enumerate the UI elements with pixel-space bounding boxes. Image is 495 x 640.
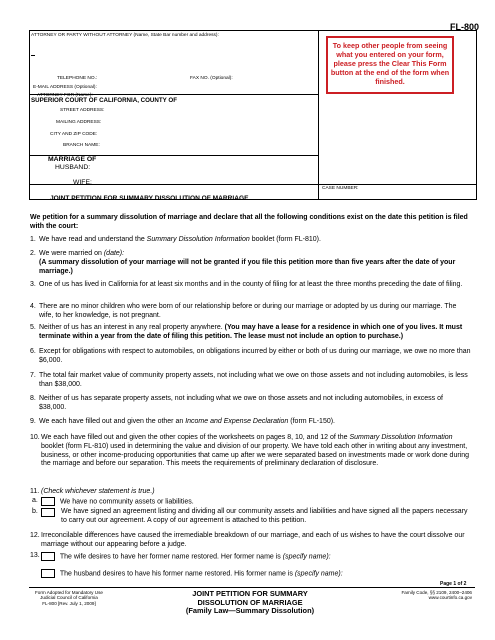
item-7: 7. The total fair market value of community property assets, not including what we owe on those assets and not including automobiles, is less than $38,000.	[30, 372, 468, 388]
court-title: SUPERIOR COURT OF CALIFORNIA, COUNTY OF	[31, 97, 177, 104]
husband-label: HUSBAND:	[55, 164, 91, 171]
item-12: 12. Irreconcilable differences have caused the irremediable breakdown of our marriage, and each of us wishes to have the court dissolve our marriage without our appearing before a judge.	[30, 532, 465, 548]
checkbox-13-husband[interactable]	[41, 569, 55, 578]
cursor-mark	[31, 55, 35, 57]
branch-label: BRANCH NAME:	[63, 143, 100, 148]
item-4: 4. There are no minor children who were born of our relationship before or during our marriage or adopted by us during our marriage. The wife, to her knowledge, is not pregnant.	[30, 303, 457, 319]
footer-rule	[29, 587, 475, 588]
email-label: E-MAIL ADDRESS (Optional):	[33, 85, 97, 90]
street-label: STREET ADDRESS:	[60, 108, 105, 113]
petition-title: JOINT PETITION FOR SUMMARY DISSOLUTION OF MARRIAGE	[50, 195, 249, 202]
checkbox-11a[interactable]	[41, 497, 55, 506]
item-13-husband: The husband desires to have his former name restored. His former name is (specify name):	[30, 569, 472, 579]
attorney-label: ATTORNEY OR PARTY WITHOUT ATTORNEY (Name, State Bar number and address):	[31, 33, 219, 38]
item-11a: a. We have no community assets or liabilities.	[32, 497, 194, 506]
item-10: 10. We each have filled out and given the other copies of the worksheets on pages 8, 10, and 12 of the Summary Dissolution Information booklet (form FL-810) used in determining the value and division of our property. We have told each other in writing about any investment, business, or other income-producing opportunities that came up after we were separated based on investments made or work done during the marriage and before our separation. This meets the requirements of preliminary declaration of disclosure.	[30, 434, 470, 468]
case-number-label: CASE NUMBER:	[322, 186, 359, 191]
footer-left: Form Adopted for Mandatory Use Judicial Council of California FL-800 [Rev. July 1, 2009]	[35, 590, 103, 606]
checkbox-11b[interactable]	[41, 508, 55, 517]
footer-title: JOINT PETITION FOR SUMMARY DISSOLUTION OF MARRIAGE (Family Law—Summary Dissolution)	[185, 589, 315, 616]
item-1: 1. We have read and understand the Summary Dissolution Information booklet (form FL-810).	[30, 236, 321, 243]
clear-form-notice: To keep other people from seeing what you entered on your form, please press the Clear This Form button at the end of the form when finished.	[326, 36, 454, 94]
city-label: CITY AND ZIP CODE:	[50, 132, 98, 137]
item-8: 8. Neither of us has separate property assets, not including what we owe on those assets and not including automobiles, in excess of $38,000.	[30, 395, 443, 411]
attorney-for-label: ATTORNEY FOR (Name):	[37, 93, 93, 98]
item-11b: b. We have signed an agreement listing and dividing all our community assets and liabilities and have signed all the papers necessary to carry out our agreement. A copy of our agreement is attached to this petition.	[32, 508, 468, 524]
fax-label: FAX NO. (Optional):	[190, 76, 233, 81]
form-number: FL-800	[450, 22, 480, 32]
mailing-label: MAILING ADDRESS:	[56, 120, 102, 125]
item-3: 3. One of us has lived in California for at least six months and in the county of filing for at least the three months preceding the date of filing.	[30, 281, 463, 288]
item-6: 6. Except for obligations with respect to automobiles, on obligations incurred by either or both of us during our marriage, we owe no more than $6,000.	[30, 348, 471, 364]
telephone-label: TELEPHONE NO.:	[57, 76, 98, 81]
page-number: Page 1 of 2	[440, 581, 467, 587]
item-11: 11. (Check whichever statement is true.)	[30, 488, 155, 495]
item-9: 9. We each have filled out and given the other an Income and Expense Declaration (form FL-150).	[30, 418, 336, 425]
item-5: 5. Neither of us has an interest in any real property anywhere. (You may have a lease for a residence in which one of you lives. It must terminate within a year from the date of filing this petition. The lease must not include an option to purchase.)	[30, 324, 463, 340]
checkbox-13-wife[interactable]	[41, 552, 55, 561]
item-13: 13. The wife desires to have her former name restored. Her former name is (specify name):	[30, 552, 331, 561]
item-2: 2. We were married on (date): (A summary dissolution of your marriage will not be granted if you file this petition more than five years after the date of your marriage.)	[30, 250, 456, 275]
intro-text: We petition for a summary dissolution of marriage and declare that all the following conditions exist on the date this petition is filed with the court:	[30, 214, 468, 230]
footer-right: Family Code, §§ 2109, 2400–2406 www.courtinfo.ca.gov	[401, 590, 472, 601]
wife-label: WIFE:	[73, 179, 92, 186]
marriage-of: MARRIAGE OF	[48, 156, 97, 163]
